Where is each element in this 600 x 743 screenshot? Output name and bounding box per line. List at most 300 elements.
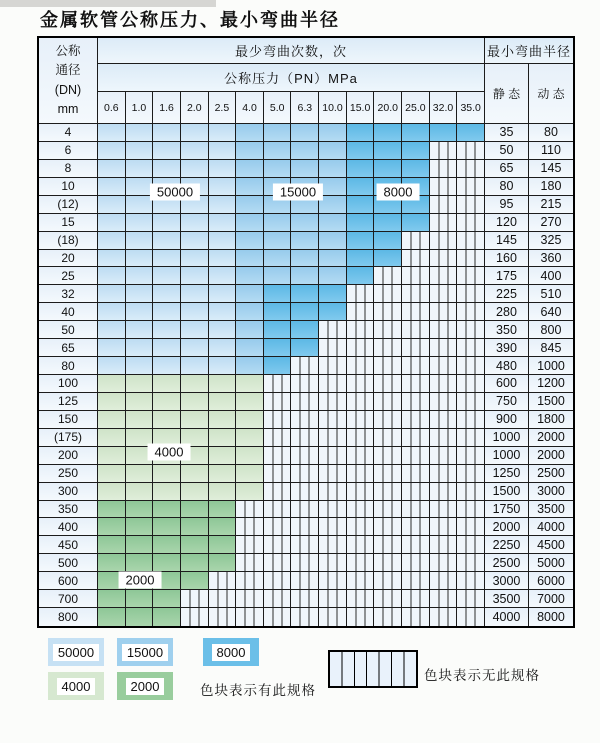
cycle-cell: [347, 303, 375, 321]
cycle-cell: [236, 214, 264, 232]
cycle-cell: [374, 447, 402, 465]
cycle-cell: [291, 429, 319, 447]
cycle-cell: [402, 321, 430, 339]
cycle-cell: [236, 321, 264, 339]
dynamic-radius-cell: 800: [529, 321, 573, 339]
cycle-cell: [236, 447, 264, 465]
cycle-cell: [126, 536, 154, 554]
cycle-cell: [347, 536, 375, 554]
cycle-cell: [98, 142, 126, 160]
cycle-cell: [264, 250, 292, 268]
static-radius-cell: 750: [485, 393, 529, 411]
cycle-cell: [374, 339, 402, 357]
cycle-cell: [347, 572, 375, 590]
cycle-cell: [126, 160, 154, 178]
cycle-cell: [181, 554, 209, 572]
pressure-tick: 2.5: [209, 92, 237, 124]
cycle-cell: [319, 536, 347, 554]
dn-cell: 40: [39, 303, 98, 321]
cycle-cell: [319, 590, 347, 608]
cycle-cell: [457, 518, 485, 536]
cycle-cell: [126, 518, 154, 536]
cycle-cell: [457, 178, 485, 196]
dn-cell: 15: [39, 214, 98, 232]
cycle-cell: [181, 483, 209, 501]
cycle-cell: [291, 608, 319, 626]
dn-cell: (12): [39, 196, 98, 214]
cycle-cell: [374, 124, 402, 142]
cycle-cell: [181, 160, 209, 178]
cycle-cell: [291, 447, 319, 465]
legend-swatch-2000: [117, 672, 173, 700]
cycle-cell: [98, 375, 126, 393]
cycle-cell: [236, 160, 264, 178]
pressure-tick: 1.0: [126, 92, 154, 124]
cycle-cell: [430, 196, 458, 214]
cycle-cell: [430, 608, 458, 626]
cycle-cell: [236, 285, 264, 303]
cycle-cell: [153, 124, 181, 142]
cycle-cell: [347, 214, 375, 232]
cycle-cell: [374, 590, 402, 608]
dynamic-radius-cell: 7000: [529, 590, 573, 608]
legend-no-spec-note: 色块表示无此规格: [424, 668, 540, 683]
cycle-cell: [457, 267, 485, 285]
cycle-cell: [209, 160, 237, 178]
cycle-cell: [264, 483, 292, 501]
cycle-cell: [319, 321, 347, 339]
pressure-tick: 15.0: [347, 92, 375, 124]
cycle-cell: [181, 357, 209, 375]
cycle-cell: [457, 124, 485, 142]
cycle-cell: [457, 339, 485, 357]
cycle-cell: [374, 465, 402, 483]
static-radius-cell: 35: [485, 124, 529, 142]
cycle-cell: [291, 501, 319, 519]
cycle-cell: [319, 572, 347, 590]
cycle-cell: [291, 483, 319, 501]
cycle-cell: [402, 214, 430, 232]
cycle-cell: [181, 285, 209, 303]
cycle-cell: [319, 178, 347, 196]
cycle-cell: [181, 590, 209, 608]
cycle-cell: [264, 160, 292, 178]
pressure-header: 公称压力（PN）MPa: [98, 64, 485, 92]
legend-swatch-label: 15000: [122, 644, 168, 661]
cycle-cell: [402, 375, 430, 393]
corner-line: mm: [57, 101, 79, 116]
cycle-cell: [374, 321, 402, 339]
cycle-cell: [126, 214, 154, 232]
cycle-cell: [347, 178, 375, 196]
cycle-cell: [374, 357, 402, 375]
cycle-cell: [126, 142, 154, 160]
cycle-cell: [153, 339, 181, 357]
static-radius-cell: 160: [485, 250, 529, 268]
dn-cell: 32: [39, 285, 98, 303]
cycle-cell: [291, 160, 319, 178]
cycle-cell: [347, 250, 375, 268]
dn-cell: 350: [39, 501, 98, 519]
cycle-cell: [402, 142, 430, 160]
cycle-cell: [126, 357, 154, 375]
cycle-cell: [430, 518, 458, 536]
cycle-cell: [98, 267, 126, 285]
cycle-cell: [126, 285, 154, 303]
cycle-cell: [181, 232, 209, 250]
dn-cell: 25: [39, 267, 98, 285]
cycle-cell: [209, 303, 237, 321]
cycle-cell: [430, 303, 458, 321]
cycle-cell: [319, 465, 347, 483]
legend-swatch-label: 4000: [57, 678, 96, 695]
static-radius-cell: 390: [485, 339, 529, 357]
cycle-cell: [126, 375, 154, 393]
cycle-cell: [236, 339, 264, 357]
cycle-cell: [264, 411, 292, 429]
cycle-cell: [209, 536, 237, 554]
cycle-cell: [98, 124, 126, 142]
pressure-tick: 35.0: [457, 92, 485, 124]
dn-cell: 500: [39, 554, 98, 572]
cycle-cell: [402, 590, 430, 608]
static-radius-cell: 1500: [485, 483, 529, 501]
cycle-cell: [236, 465, 264, 483]
cycle-cell: [291, 232, 319, 250]
cycle-cell: [264, 339, 292, 357]
cycle-cell: [98, 429, 126, 447]
cycle-cell: [430, 285, 458, 303]
cycle-cell: [347, 447, 375, 465]
cycle-cell: [209, 375, 237, 393]
cycle-cell: [457, 285, 485, 303]
cycle-cell: [457, 554, 485, 572]
cycle-cell: [236, 536, 264, 554]
cycle-cell: [181, 501, 209, 519]
dynamic-radius-cell: 145: [529, 160, 573, 178]
cycle-cell: [126, 411, 154, 429]
cycle-cell: [98, 321, 126, 339]
cycle-cell: [291, 214, 319, 232]
cycle-count-label: 4000: [148, 444, 191, 461]
cycle-cell: [430, 447, 458, 465]
cycle-cell: [347, 285, 375, 303]
corner-line: 公称: [55, 43, 81, 58]
cycle-cell: [374, 142, 402, 160]
dynamic-radius-cell: 845: [529, 339, 573, 357]
cycle-cell: [153, 232, 181, 250]
cycle-cell: [319, 250, 347, 268]
dynamic-radius-cell: 2000: [529, 447, 573, 465]
cycle-cell: [264, 214, 292, 232]
dynamic-radius-cell: 80: [529, 124, 573, 142]
cycle-cell: [126, 590, 154, 608]
cycle-cell: [264, 303, 292, 321]
cycle-cell: [430, 160, 458, 178]
cycle-cell: [374, 411, 402, 429]
dn-cell: 700: [39, 590, 98, 608]
cycle-cell: [402, 285, 430, 303]
dynamic-radius-cell: 4500: [529, 536, 573, 554]
cycle-cell: [457, 590, 485, 608]
cycle-cell: [402, 608, 430, 626]
cycle-cell: [374, 554, 402, 572]
static-radius-cell: 600: [485, 375, 529, 393]
cycle-cell: [98, 303, 126, 321]
dynamic-radius-cell: 6000: [529, 572, 573, 590]
cycle-cell: [98, 608, 126, 626]
cycle-cell: [153, 411, 181, 429]
cycle-cell: [236, 608, 264, 626]
dynamic-radius-cell: 1000: [529, 357, 573, 375]
cycle-cell: [181, 303, 209, 321]
cycle-cell: [126, 465, 154, 483]
cycle-cell: [209, 196, 237, 214]
dynamic-radius-cell: 1500: [529, 393, 573, 411]
cycle-cell: [209, 608, 237, 626]
dynamic-radius-cell: 180: [529, 178, 573, 196]
cycle-cell: [374, 572, 402, 590]
cycle-cell: [153, 303, 181, 321]
cycle-cell: [430, 267, 458, 285]
cycle-cell: [430, 393, 458, 411]
cycle-cell: [236, 429, 264, 447]
cycle-cell: [402, 357, 430, 375]
cycle-cell: [181, 572, 209, 590]
cycle-cell: [319, 214, 347, 232]
cycle-cell: [430, 178, 458, 196]
cycle-cell: [209, 214, 237, 232]
cycle-cell: [98, 214, 126, 232]
radius-header: 最小弯曲半径: [485, 38, 573, 64]
cycle-cell: [236, 178, 264, 196]
static-radius-cell: 280: [485, 303, 529, 321]
cycle-cell: [264, 285, 292, 303]
cycle-cell: [291, 339, 319, 357]
cycle-cell: [264, 465, 292, 483]
cycle-cell: [98, 357, 126, 375]
cycle-cell: [291, 124, 319, 142]
cycle-cell: [153, 160, 181, 178]
cycle-cell: [402, 303, 430, 321]
dynamic-radius-cell: 4000: [529, 518, 573, 536]
cycle-cell: [209, 124, 237, 142]
static-column-header: 静 态: [485, 64, 529, 124]
dn-cell: 150: [39, 411, 98, 429]
pressure-tick: 1.6: [153, 92, 181, 124]
static-radius-cell: 4000: [485, 608, 529, 626]
cycle-cell: [319, 142, 347, 160]
cycle-cell: [126, 303, 154, 321]
cycle-count-label: 15000: [273, 184, 323, 201]
cycle-cell: [153, 501, 181, 519]
dn-cell: 300: [39, 483, 98, 501]
cycle-cell: [153, 321, 181, 339]
static-radius-cell: 1000: [485, 429, 529, 447]
cycle-cell: [457, 411, 485, 429]
static-radius-cell: 65: [485, 160, 529, 178]
cycle-cell: [291, 303, 319, 321]
cycle-cell: [209, 357, 237, 375]
cycle-cell: [209, 518, 237, 536]
cycle-cell: [457, 483, 485, 501]
cycle-cell: [209, 393, 237, 411]
pressure-tick: 4.0: [236, 92, 264, 124]
dynamic-radius-cell: 8000: [529, 608, 573, 626]
cycle-cell: [347, 501, 375, 519]
cycle-cell: [209, 572, 237, 590]
pressure-tick: 20.0: [374, 92, 402, 124]
cycle-cell: [347, 196, 375, 214]
cycle-cell: [236, 250, 264, 268]
cycle-cell: [209, 429, 237, 447]
cycle-cell: [347, 483, 375, 501]
dynamic-radius-cell: 270: [529, 214, 573, 232]
cycle-cell: [98, 285, 126, 303]
cycle-cell: [430, 572, 458, 590]
cycle-cell: [236, 501, 264, 519]
cycle-cell: [126, 554, 154, 572]
cycle-cell: [347, 375, 375, 393]
static-radius-cell: 900: [485, 411, 529, 429]
cycle-cell: [264, 501, 292, 519]
cycle-cell: [153, 554, 181, 572]
cycle-cell: [153, 465, 181, 483]
cycle-cell: [402, 447, 430, 465]
cycle-cell: [319, 483, 347, 501]
cycle-cell: [264, 142, 292, 160]
cycle-cell: [374, 160, 402, 178]
cycle-cell: [291, 411, 319, 429]
cycle-cell: [347, 465, 375, 483]
cycle-cell: [430, 501, 458, 519]
cycle-cell: [402, 536, 430, 554]
pressure-tick: 0.6: [98, 92, 126, 124]
cycle-cell: [374, 518, 402, 536]
cycle-cell: [264, 321, 292, 339]
dn-cell: 800: [39, 608, 98, 626]
cycle-cell: [402, 501, 430, 519]
cycle-cell: [181, 321, 209, 339]
cycle-cell: [457, 572, 485, 590]
cycle-cell: [264, 393, 292, 411]
static-radius-cell: 95: [485, 196, 529, 214]
cycle-cell: [181, 124, 209, 142]
cycle-cell: [457, 536, 485, 554]
cycle-cell: [374, 232, 402, 250]
cycle-cell: [181, 411, 209, 429]
cycle-cell: [457, 160, 485, 178]
static-radius-cell: 3000: [485, 572, 529, 590]
cycle-cell: [319, 285, 347, 303]
cycle-cell: [98, 160, 126, 178]
legend-swatch-50000: [48, 638, 104, 666]
cycle-cell: [347, 411, 375, 429]
cycle-cell: [153, 518, 181, 536]
dn-cell: (175): [39, 429, 98, 447]
cycle-cell: [236, 411, 264, 429]
static-radius-cell: 350: [485, 321, 529, 339]
cycle-cell: [402, 429, 430, 447]
cycle-cell: [319, 429, 347, 447]
cycle-cell: [347, 267, 375, 285]
cycle-cell: [236, 518, 264, 536]
dynamic-radius-cell: 2000: [529, 429, 573, 447]
cycle-cell: [153, 375, 181, 393]
pressure-tick: 32.0: [430, 92, 458, 124]
cycle-cell: [98, 232, 126, 250]
cycle-cell: [264, 536, 292, 554]
cycle-cell: [457, 142, 485, 160]
dn-cell: 50: [39, 321, 98, 339]
cycle-cell: [457, 465, 485, 483]
cycle-cell: [430, 590, 458, 608]
dn-cell: 400: [39, 518, 98, 536]
dynamic-radius-cell: 110: [529, 142, 573, 160]
cycle-cell: [153, 608, 181, 626]
cycle-cell: [153, 357, 181, 375]
cycle-cell: [319, 339, 347, 357]
cycle-cell: [181, 142, 209, 160]
cycle-cell: [402, 339, 430, 357]
cycle-cell: [126, 501, 154, 519]
dynamic-column-header: 动 态: [529, 64, 573, 124]
cycle-cell: [291, 465, 319, 483]
cycle-cell: [319, 411, 347, 429]
cycle-cell: [457, 196, 485, 214]
cycle-cell: [319, 267, 347, 285]
static-radius-cell: 3500: [485, 590, 529, 608]
pressure-tick: 25.0: [402, 92, 430, 124]
cycle-cell: [291, 536, 319, 554]
cycle-cell: [291, 375, 319, 393]
pressure-tick: 6.3: [291, 92, 319, 124]
static-radius-cell: 2250: [485, 536, 529, 554]
cycle-cell: [98, 196, 126, 214]
dynamic-radius-cell: 3500: [529, 501, 573, 519]
static-radius-cell: 120: [485, 214, 529, 232]
cycle-cell: [402, 393, 430, 411]
cycle-cell: [430, 536, 458, 554]
cycle-cell: [98, 483, 126, 501]
cycle-cell: [347, 429, 375, 447]
cycle-cell: [374, 214, 402, 232]
cycle-cell: [374, 501, 402, 519]
cycle-cell: [181, 393, 209, 411]
cycle-cell: [153, 267, 181, 285]
cycle-cell: [457, 501, 485, 519]
cycle-cell: [319, 554, 347, 572]
cycle-cell: [98, 447, 126, 465]
cycle-cell: [181, 214, 209, 232]
cycles-header: 最少弯曲次数，次: [98, 38, 485, 64]
dynamic-radius-cell: 1800: [529, 411, 573, 429]
legend-swatch-label: 2000: [126, 678, 165, 695]
cycle-cell: [402, 124, 430, 142]
cycle-cell: [430, 214, 458, 232]
dn-cell: 10: [39, 178, 98, 196]
cycle-cell: [209, 232, 237, 250]
dn-cell: 125: [39, 393, 98, 411]
corner-line: (DN): [54, 82, 82, 97]
cycle-cell: [264, 608, 292, 626]
cycle-cell: [457, 447, 485, 465]
dynamic-radius-cell: 215: [529, 196, 573, 214]
cycle-cell: [457, 357, 485, 375]
cycle-cell: [430, 375, 458, 393]
cycle-cell: [347, 339, 375, 357]
cycle-cell: [291, 321, 319, 339]
